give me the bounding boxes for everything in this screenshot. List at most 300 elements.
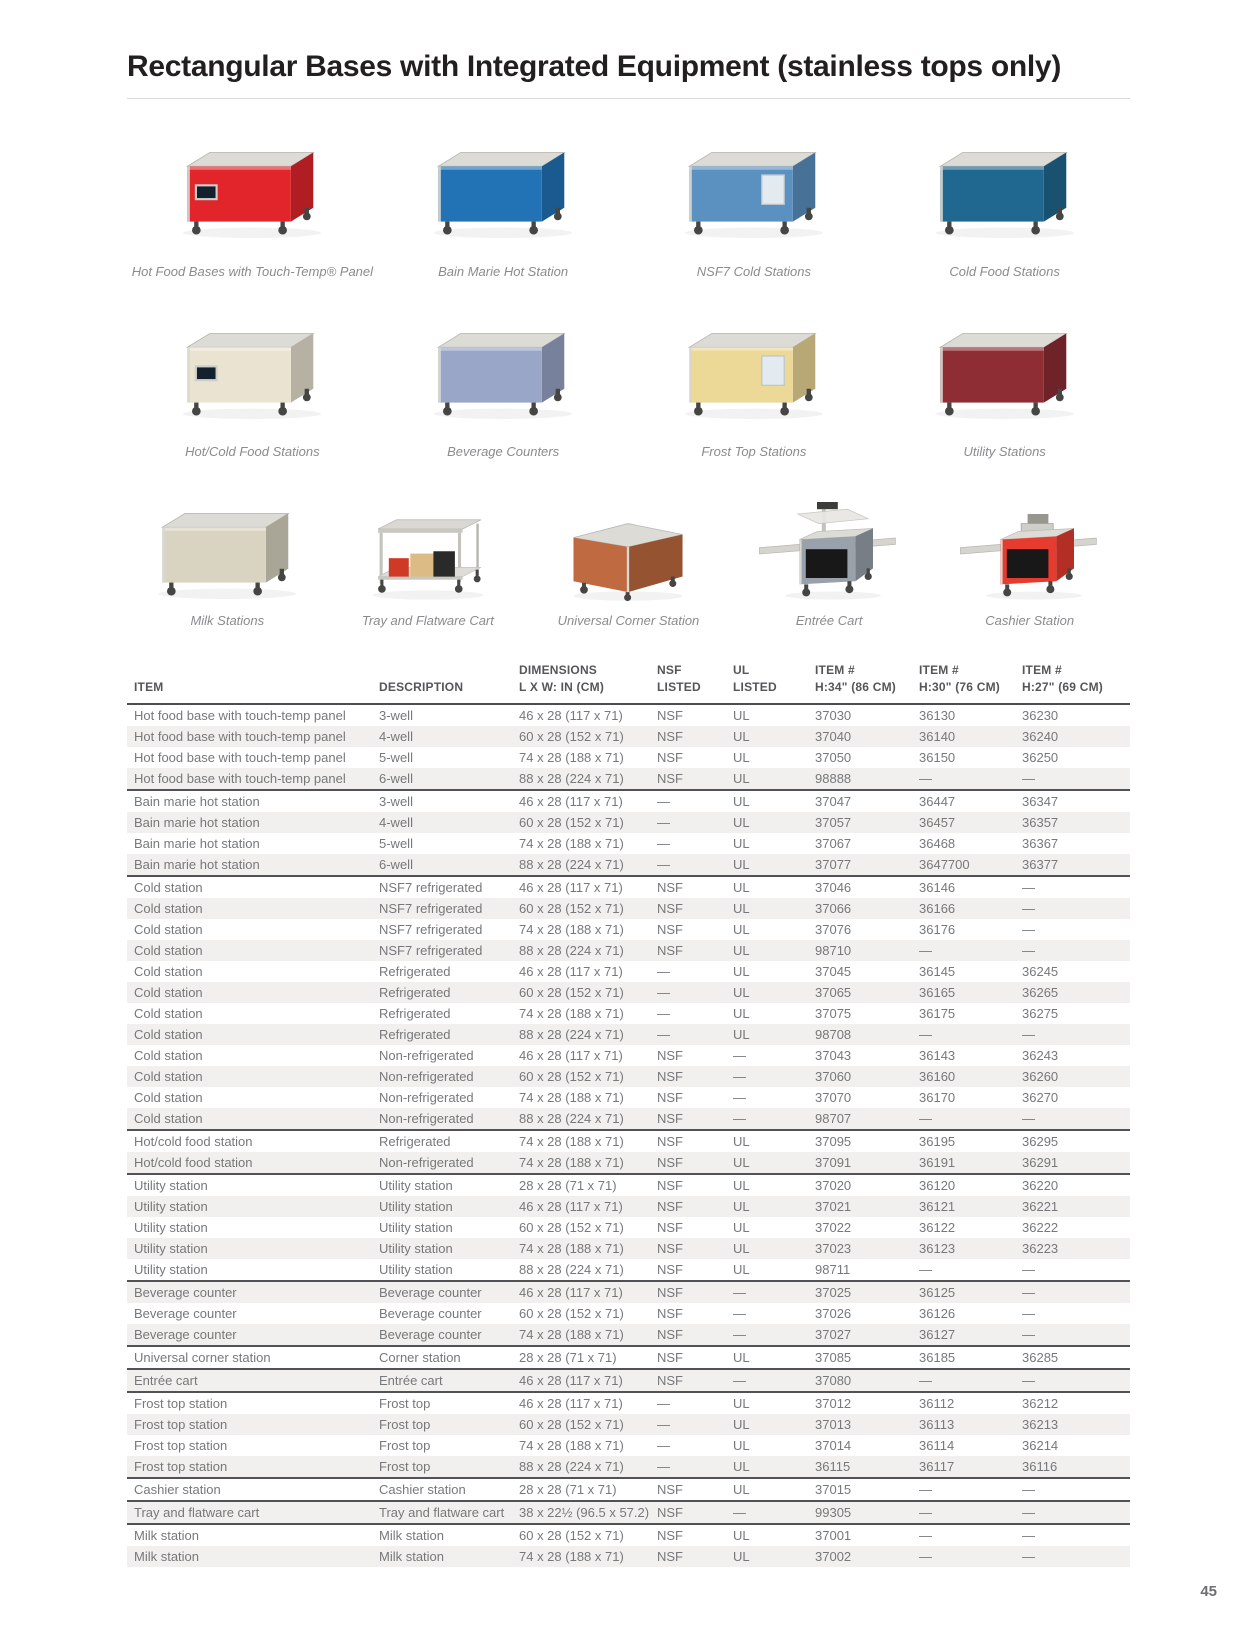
cell-description: NSF7 refrigerated <box>379 876 519 898</box>
page-title: Rectangular Bases with Integrated Equipment (stainless tops only) <box>127 50 1062 83</box>
table-row <box>127 812 1130 833</box>
cell-description: Milk station <box>379 1546 519 1567</box>
cell-nsf-listed: — <box>657 854 733 876</box>
table-row <box>127 726 1130 747</box>
cell-nsf-listed: NSF <box>657 1346 733 1369</box>
cell-dimensions: 88 x 28 (224 x 71) <box>519 1456 657 1478</box>
cell-item-34: 37021 <box>815 1196 919 1217</box>
cell-nsf-listed: NSF <box>657 1369 733 1392</box>
cashier-station-image <box>929 484 1130 602</box>
cell-item-27: — <box>1022 1024 1130 1045</box>
cell-nsf-listed: NSF <box>657 1196 733 1217</box>
cell-nsf-listed: NSF <box>657 1281 733 1303</box>
col-header-dimensions: DIMENSIONS L X W: IN (CM) <box>519 662 657 704</box>
cell-item-34: 98710 <box>815 940 919 961</box>
cell-description: Frost top <box>379 1437 431 1453</box>
cell-description: Milk station <box>379 1524 519 1546</box>
cell-description: Frost top <box>379 1456 519 1478</box>
product-caption: Beverage Counters <box>447 444 560 460</box>
product-row-1 <box>127 141 1130 279</box>
col-header-item-30: ITEM # H:30" (76 CM) <box>919 662 1022 704</box>
counter-illustration <box>145 498 309 602</box>
cell-ul-listed: UL <box>733 1005 750 1021</box>
product-figure <box>378 321 629 459</box>
cell-dimensions: 88 x 28 (224 x 71) <box>519 940 657 961</box>
cell-item-27: — <box>1022 1324 1130 1346</box>
product-row-3 <box>127 484 1130 628</box>
counter-illustration <box>170 137 334 241</box>
cell-description: Beverage counter <box>379 1305 482 1321</box>
product-caption: Universal Corner Station <box>557 612 700 628</box>
cell-nsf-listed: — <box>657 835 670 851</box>
cell-item-34: 37077 <box>815 854 919 876</box>
cell-item-34: 98707 <box>815 1108 919 1130</box>
cell-item: Cold station <box>134 1089 203 1105</box>
cell-item-27: 36295 <box>1022 1130 1130 1152</box>
counter-illustration <box>170 318 334 422</box>
cell-item-30: 36176 <box>919 921 956 937</box>
table-row <box>127 1024 1130 1045</box>
cell-nsf-listed: — <box>657 1392 733 1414</box>
cell-nsf-listed: NSF <box>657 768 733 790</box>
cell-item-30: 36457 <box>919 812 1022 833</box>
cell-item-30: 36120 <box>919 1174 1022 1196</box>
table-row <box>127 1238 1130 1259</box>
table-row <box>127 876 1130 898</box>
cell-item-30: 36113 <box>919 1414 1022 1435</box>
col-header-item: ITEM <box>127 662 379 704</box>
cell-item-27: — <box>1022 1369 1130 1392</box>
table-row <box>127 747 1130 768</box>
cell-item-34: 37022 <box>815 1219 852 1235</box>
cell-dimensions: 88 x 28 (224 x 71) <box>519 1108 657 1130</box>
table-row <box>127 1324 1130 1346</box>
cell-item-30: 36150 <box>919 749 956 765</box>
cell-dimensions: 74 x 28 (188 x 71) <box>519 1238 657 1259</box>
cell-ul-listed: UL <box>733 768 815 790</box>
cell-ul-listed: UL <box>733 1238 815 1259</box>
cell-dimensions: 46 x 28 (117 x 71) <box>519 790 657 812</box>
product-caption: Cold Food Stations <box>949 264 1060 279</box>
cell-item-27: 36347 <box>1022 790 1130 812</box>
cell-item-30: 36123 <box>919 1238 1022 1259</box>
station-cart-illustration <box>753 498 905 602</box>
cell-item-30: 36143 <box>919 1047 956 1063</box>
cell-item-30: 36112 <box>919 1392 1022 1414</box>
cell-item-27: — <box>1022 1305 1035 1321</box>
cell-item-34: 37023 <box>815 1238 919 1259</box>
cell-description: NSF7 refrigerated <box>379 921 483 937</box>
cell-dimensions: 74 x 28 (188 x 71) <box>519 1152 657 1174</box>
cell-description: Frost top <box>379 1392 519 1414</box>
table-row <box>127 961 1130 982</box>
cell-item-30: 3647700 <box>919 854 1022 876</box>
hot-cold-food-station-image <box>127 321 378 421</box>
cell-item-34: 37076 <box>815 921 852 937</box>
cell-item-27: 36221 <box>1022 1196 1130 1217</box>
cell-nsf-listed: — <box>657 963 670 979</box>
utility-station-image <box>879 321 1130 421</box>
cell-nsf-listed: — <box>657 1456 733 1478</box>
spec-table <box>127 662 1130 1567</box>
cell-item-34: 37030 <box>815 707 852 723</box>
cell-item-34: 37045 <box>815 963 852 979</box>
product-caption: Hot Food Bases with Touch-Temp® Panel <box>131 264 374 279</box>
cell-item-34: 37066 <box>815 898 919 919</box>
cell-item-27: — <box>1022 1546 1130 1567</box>
cell-ul-listed: UL <box>733 1437 750 1453</box>
cell-description: Entrée cart <box>379 1369 519 1392</box>
cell-description: Refrigerated <box>379 982 519 1003</box>
cell-item-27: 36223 <box>1022 1238 1130 1259</box>
table-row <box>127 1130 1130 1152</box>
cell-item-34: 37013 <box>815 1414 919 1435</box>
table-row <box>127 1087 1130 1108</box>
table-row <box>127 1003 1130 1024</box>
cell-item-34: 37043 <box>815 1047 852 1063</box>
cell-ul-listed: UL <box>733 1478 815 1501</box>
cell-item: Cashier station <box>127 1478 379 1501</box>
cell-item-34: 37070 <box>815 1089 852 1105</box>
cell-dimensions: 88 x 28 (224 x 71) <box>519 854 657 876</box>
cell-description: Tray and flatware cart <box>379 1501 519 1524</box>
cell-description: NSF7 refrigerated <box>379 940 519 961</box>
counter-illustration <box>421 318 585 422</box>
cell-item-30: 36185 <box>919 1346 1022 1369</box>
cell-item-34: 37050 <box>815 749 852 765</box>
cell-item: Cold station <box>127 876 379 898</box>
cell-dimensions: 88 x 28 (224 x 71) <box>519 1024 657 1045</box>
station-cart-illustration <box>954 498 1106 602</box>
cell-dimensions: 28 x 28 (71 x 71) <box>519 1478 657 1501</box>
table-row <box>127 833 1130 854</box>
product-caption: Bain Marie Hot Station <box>438 264 569 279</box>
cell-item-30: — <box>919 940 1022 961</box>
cell-description: Refrigerated <box>379 1024 519 1045</box>
product-caption: NSF7 Cold Stations <box>696 264 811 279</box>
cell-item-34: 37025 <box>815 1281 919 1303</box>
cell-item: Cold station <box>127 1108 379 1130</box>
cell-item-34: 37080 <box>815 1369 919 1392</box>
cell-item: Universal corner station <box>127 1346 379 1369</box>
cell-ul-listed: UL <box>733 1196 815 1217</box>
cell-item-34: 37020 <box>815 1174 919 1196</box>
table-header-row <box>127 662 1130 704</box>
cell-dimensions: 60 x 28 (152 x 71) <box>519 898 657 919</box>
cell-description: 3-well <box>379 790 519 812</box>
cell-description: 4-well <box>379 812 519 833</box>
cell-dimensions: 60 x 28 (152 x 71) <box>519 812 657 833</box>
cell-dimensions: 74 x 28 (188 x 71) <box>519 921 624 937</box>
cell-nsf-listed: NSF <box>657 1174 733 1196</box>
cart-illustration <box>355 509 501 601</box>
cell-item: Utility station <box>127 1174 379 1196</box>
cell-item-27: 36260 <box>1022 1066 1130 1087</box>
counter-illustration <box>672 318 836 422</box>
cell-dimensions: 74 x 28 (188 x 71) <box>519 835 624 851</box>
cell-dimensions: 46 x 28 (117 x 71) <box>519 1369 657 1392</box>
cell-description: 5-well <box>379 749 413 765</box>
spec-table-body <box>127 704 1130 1567</box>
cell-ul-listed: UL <box>733 1152 815 1174</box>
product-caption: Utility Stations <box>963 444 1046 460</box>
counter-illustration <box>923 137 1087 241</box>
cell-item: Cold station <box>134 921 203 937</box>
cell-item: Utility station <box>134 1219 208 1235</box>
cell-description: Non-refrigerated <box>379 1108 519 1130</box>
col-header-item-34: ITEM # H:34" (86 CM) <box>815 662 919 704</box>
cell-description: 5-well <box>379 835 413 851</box>
cell-dimensions: 74 x 28 (188 x 71) <box>519 1437 624 1453</box>
cell-dimensions: 74 x 28 (188 x 71) <box>519 1089 624 1105</box>
cell-ul-listed: UL <box>733 1456 815 1478</box>
tray-flatware-cart-image <box>328 484 529 602</box>
table-row <box>127 1045 1130 1066</box>
cell-item: Frost top station <box>127 1392 379 1414</box>
cell-ul-listed: UL <box>733 1414 815 1435</box>
cell-item: Cold station <box>134 1047 203 1063</box>
cell-dimensions: 74 x 28 (188 x 71) <box>519 1546 657 1567</box>
cell-description: Beverage counter <box>379 1281 519 1303</box>
cell-item: Hot/cold food station <box>127 1130 379 1152</box>
cell-item-27: 36270 <box>1022 1089 1059 1105</box>
cell-ul-listed: UL <box>733 876 815 898</box>
cell-nsf-listed: NSF <box>657 1324 733 1346</box>
cell-ul-listed: UL <box>733 1546 815 1567</box>
cell-item: Cold station <box>127 940 379 961</box>
table-row <box>127 1524 1130 1546</box>
cell-ul-listed: UL <box>733 921 750 937</box>
cell-nsf-listed: NSF <box>657 921 683 937</box>
cell-dimensions: 28 x 28 (71 x 71) <box>519 1346 657 1369</box>
cell-item-34: 98711 <box>815 1261 851 1277</box>
cell-item: Milk station <box>127 1524 379 1546</box>
product-row-2 <box>127 321 1130 459</box>
cell-item-27: — <box>1022 1261 1035 1277</box>
cell-item: Cold station <box>127 982 379 1003</box>
cell-nsf-listed: NSF <box>657 1238 733 1259</box>
cell-ul-listed: UL <box>733 749 750 765</box>
beverage-counter-image <box>378 321 629 421</box>
cell-item-30: 36160 <box>919 1066 1022 1087</box>
cell-ul-listed: UL <box>733 963 750 979</box>
cell-item-27: — <box>1022 921 1035 937</box>
cell-item-27: 36285 <box>1022 1346 1130 1369</box>
cell-item-27: — <box>1022 1524 1130 1546</box>
table-row <box>127 1303 1130 1324</box>
table-row <box>127 1435 1130 1456</box>
cell-item-30: — <box>919 1108 1022 1130</box>
cell-dimensions: 46 x 28 (117 x 71) <box>519 876 657 898</box>
cell-description: 3-well <box>379 707 413 723</box>
cell-item-30: 36121 <box>919 1196 1022 1217</box>
cell-item: Beverage counter <box>127 1324 379 1346</box>
cell-item-27: 36116 <box>1022 1456 1130 1478</box>
cell-nsf-listed: — <box>657 1414 733 1435</box>
cell-item: Cold station <box>127 1024 379 1045</box>
cell-item-30: 36166 <box>919 898 1022 919</box>
table-row <box>127 898 1130 919</box>
cell-description: Non-refrigerated <box>379 1047 474 1063</box>
cell-item-30: 36130 <box>919 707 956 723</box>
cell-item-30: 36122 <box>919 1219 956 1235</box>
cell-item-34: 37046 <box>815 876 919 898</box>
cell-item-27: — <box>1022 876 1130 898</box>
cell-dimensions: 60 x 28 (152 x 71) <box>519 726 657 747</box>
cell-item: Hot food base with touch-temp panel <box>134 707 346 723</box>
cell-nsf-listed: NSF <box>657 1305 683 1321</box>
cell-nsf-listed: NSF <box>657 1047 683 1063</box>
product-figure <box>629 321 880 459</box>
cell-item: Hot food base with touch-temp panel <box>127 768 379 790</box>
corner-station-illustration <box>554 508 702 601</box>
cold-food-station-image <box>879 141 1130 241</box>
table-row <box>127 1259 1130 1281</box>
cell-item-30: — <box>919 1524 1022 1546</box>
cell-item-34: 37047 <box>815 790 919 812</box>
cell-nsf-listed: NSF <box>657 1546 733 1567</box>
cell-dimensions: 74 x 28 (188 x 71) <box>519 1005 624 1021</box>
cell-item-30: 36170 <box>919 1089 956 1105</box>
entree-cart-image <box>729 484 930 602</box>
cell-nsf-listed: NSF <box>657 707 683 723</box>
cell-nsf-listed: NSF <box>657 1219 683 1235</box>
cell-item-27: 36220 <box>1022 1174 1130 1196</box>
cell-dimensions: 74 x 28 (188 x 71) <box>519 1130 657 1152</box>
cell-item: Tray and flatware cart <box>127 1501 379 1524</box>
cell-item: Utility station <box>134 1261 208 1277</box>
cell-item-30: 36191 <box>919 1152 1022 1174</box>
cell-dimensions: 74 x 28 (188 x 71) <box>519 1324 657 1346</box>
cell-item-30: 36126 <box>919 1305 956 1321</box>
cell-item: Cold station <box>134 963 203 979</box>
cell-dimensions: 46 x 28 (117 x 71) <box>519 707 623 723</box>
product-figure <box>929 484 1130 628</box>
cell-ul-listed: — <box>733 1324 815 1346</box>
table-row <box>127 1346 1130 1369</box>
cell-item-27: — <box>1022 1108 1130 1130</box>
cell-item: Entrée cart <box>127 1369 379 1392</box>
cell-ul-listed: UL <box>733 707 750 723</box>
cell-nsf-listed: NSF <box>657 1089 683 1105</box>
cell-dimensions: 60 x 28 (152 x 71) <box>519 982 657 1003</box>
col-header-nsf-listed: NSF LISTED <box>657 662 733 704</box>
cell-ul-listed: UL <box>733 898 815 919</box>
product-caption: Hot/Cold Food Stations <box>185 444 320 460</box>
cell-item-30: — <box>919 1478 1022 1501</box>
cell-dimensions: 38 x 22½ (96.5 x 57.2) <box>519 1501 657 1524</box>
cell-item: Bain marie hot station <box>127 854 379 876</box>
cell-ul-listed: — <box>733 1501 815 1524</box>
cell-item-34: 37095 <box>815 1130 919 1152</box>
cell-item: Cold station <box>127 898 379 919</box>
cell-dimensions: 46 x 28 (117 x 71) <box>519 1281 657 1303</box>
table-row <box>127 854 1130 876</box>
col-header-description: DESCRIPTION <box>379 662 519 704</box>
table-row <box>127 704 1130 726</box>
cell-ul-listed: UL <box>733 940 815 961</box>
cell-item-27: 36245 <box>1022 963 1059 979</box>
cell-dimensions: 88 x 28 (224 x 71) <box>519 768 657 790</box>
cell-description: Refrigerated <box>379 1005 451 1021</box>
product-figure <box>629 141 880 279</box>
cell-item-30: 36195 <box>919 1130 1022 1152</box>
product-figure <box>127 141 378 279</box>
cell-item-27: 36213 <box>1022 1414 1130 1435</box>
product-caption: Frost Top Stations <box>701 444 807 460</box>
cell-dimensions: 46 x 28 (117 x 71) <box>519 1392 657 1414</box>
table-row <box>127 919 1130 940</box>
product-caption: Tray and Flatware Cart <box>361 612 494 628</box>
counter-illustration <box>421 137 585 241</box>
cell-item-27: — <box>1022 1501 1130 1524</box>
cell-item-27: 36265 <box>1022 982 1130 1003</box>
cell-nsf-listed: — <box>657 790 733 812</box>
table-row <box>127 768 1130 790</box>
cell-description: Non-refrigerated <box>379 1152 519 1174</box>
cell-description: NSF7 refrigerated <box>379 898 519 919</box>
cell-item-34: 99305 <box>815 1501 919 1524</box>
cell-ul-listed: UL <box>733 1174 815 1196</box>
cell-description: 6-well <box>379 768 519 790</box>
cell-item-30: 36127 <box>919 1324 1022 1346</box>
table-row <box>127 1369 1130 1392</box>
col-header-item-27: ITEM # H:27" (69 CM) <box>1022 662 1130 704</box>
cell-description: Non-refrigerated <box>379 1066 519 1087</box>
cell-nsf-listed: NSF <box>657 1478 733 1501</box>
cell-nsf-listed: — <box>657 1437 670 1453</box>
cell-item-27: — <box>1022 768 1130 790</box>
cell-item-30: — <box>919 1501 1022 1524</box>
cell-item-27: 36230 <box>1022 707 1059 723</box>
table-row <box>127 940 1130 961</box>
cell-dimensions: 46 x 28 (117 x 71) <box>519 1196 657 1217</box>
cell-item-30: 36145 <box>919 963 956 979</box>
cell-nsf-listed: NSF <box>657 898 733 919</box>
cell-item: Hot/cold food station <box>127 1152 379 1174</box>
cell-item-27: 36377 <box>1022 854 1130 876</box>
cell-ul-listed: — <box>733 1066 815 1087</box>
cell-ul-listed: UL <box>733 1392 815 1414</box>
cell-item: Utility station <box>127 1196 379 1217</box>
table-row <box>127 1152 1130 1174</box>
cell-dimensions: 60 x 28 (152 x 71) <box>519 1524 657 1546</box>
cell-ul-listed: UL <box>733 726 815 747</box>
cell-item-30: 36117 <box>919 1456 1022 1478</box>
product-figure <box>127 321 378 459</box>
page-number: 45 <box>1200 1583 1217 1600</box>
cell-description: Corner station <box>379 1346 519 1369</box>
cell-dimensions: 46 x 28 (117 x 71) <box>519 1047 623 1063</box>
cell-item-34: 37002 <box>815 1546 919 1567</box>
title-divider <box>127 98 1130 99</box>
product-figure <box>528 484 729 628</box>
cell-description: Refrigerated <box>379 963 451 979</box>
table-row <box>127 1456 1130 1478</box>
cell-description: 4-well <box>379 726 519 747</box>
cell-item: Beverage counter <box>134 1305 237 1321</box>
cell-item-30: 36175 <box>919 1005 956 1021</box>
cell-nsf-listed: NSF <box>657 1524 733 1546</box>
cell-item-34: 37067 <box>815 835 852 851</box>
cell-description: Utility station <box>379 1238 519 1259</box>
cell-ul-listed: — <box>733 1281 815 1303</box>
cell-description: Cashier station <box>379 1478 519 1501</box>
table-row <box>127 982 1130 1003</box>
cell-ul-listed: UL <box>733 1024 815 1045</box>
cell-item-27: 36214 <box>1022 1437 1059 1453</box>
table-row <box>127 1108 1130 1130</box>
